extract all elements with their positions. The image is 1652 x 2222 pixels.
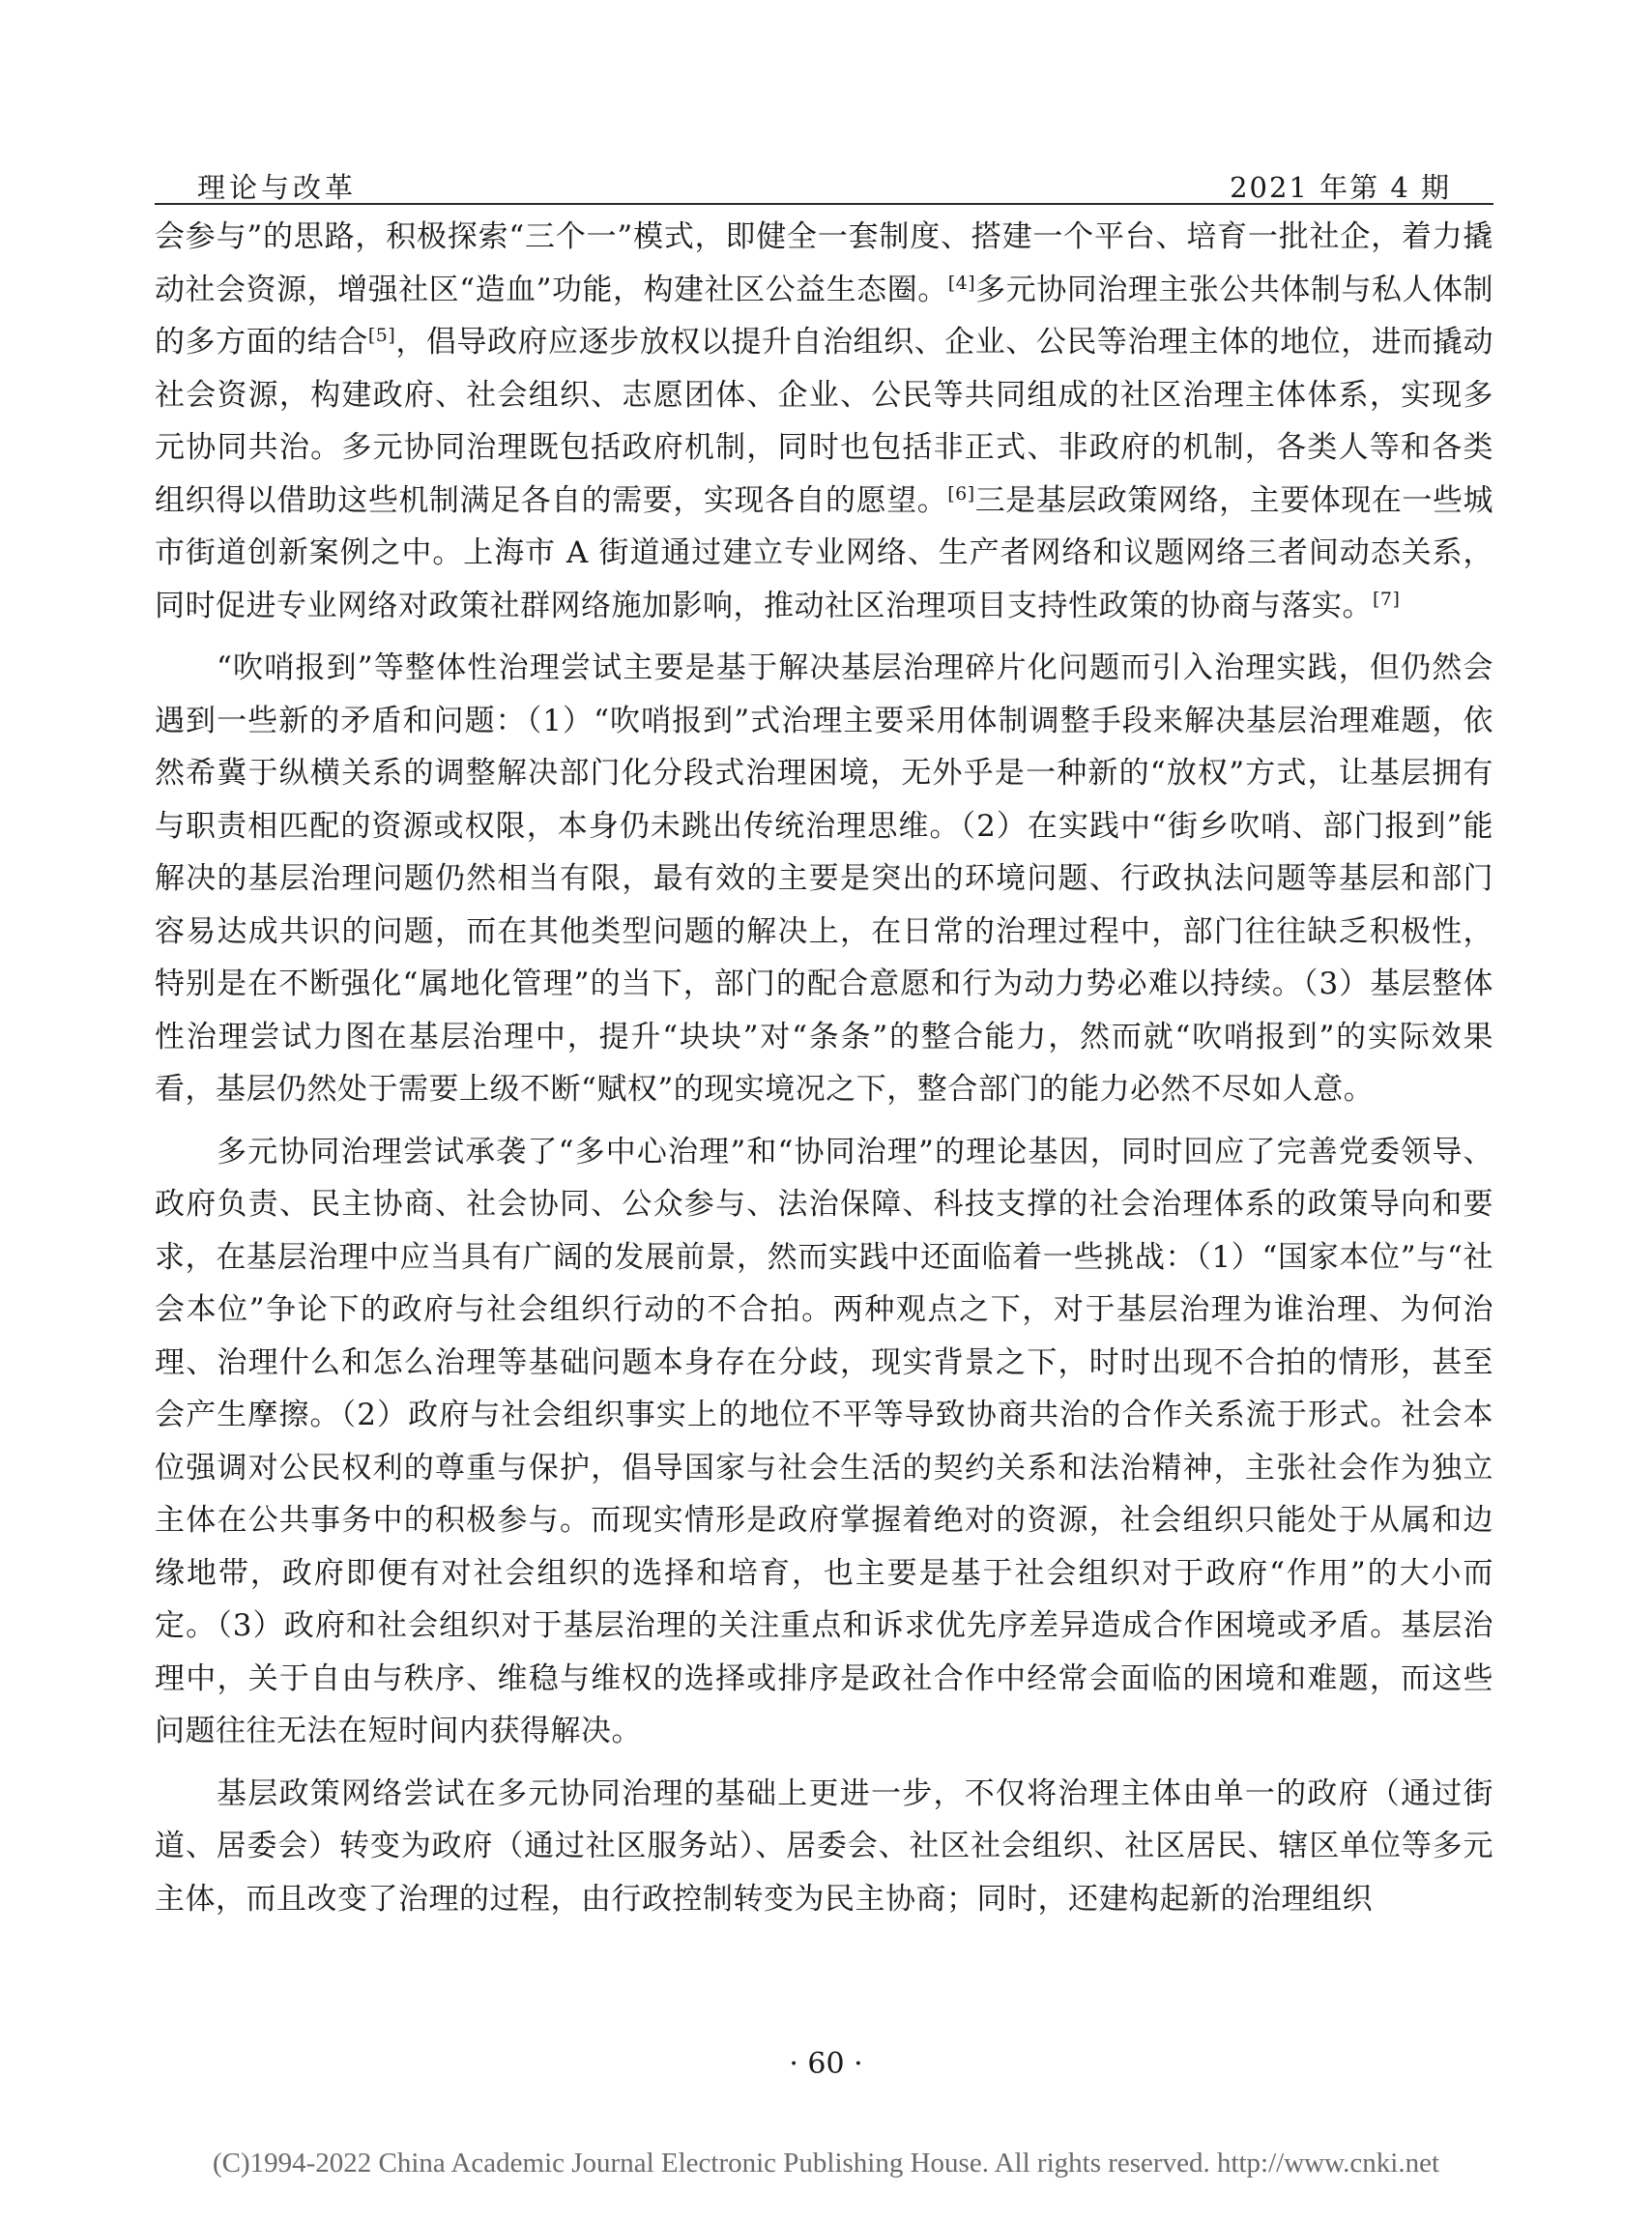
issue-label: 2021 年第 4 期: [1230, 171, 1451, 204]
body-paragraph: [155, 1126, 1493, 1758]
paragraph-text: 多元协同治理主张公共体制与私人体制的多方面的结合: [155, 272, 1493, 360]
citation-ref: [5]: [367, 325, 396, 346]
paragraph-text: 三是基层政策网络，主要体现在一些城市街道创新案例之中。上海市 A 街道通过建立专业网络、生产者网络和议题网络三者间动态关系，同时促进专业网络对政策社群网络施加影响，推动社区治理项目支持性政策的协商与落实。: [155, 482, 1494, 623]
body-paragraph: [155, 642, 1493, 1116]
paragraph-text: ，倡导政府应逐步放权以提升自治组织、企业、公民等治理主体的地位，进而撬动社会资源，构建政府、社会组织、志愿团体、企业、公民等共同组成的社区治理主体体系，实现多元协同共治。多元协同治理既包括政府机制，同时也包括非正式、非政府的机制，各类人等和各类组织得以借助这些机制满足各自的需要，实现各自的愿望。: [155, 325, 1494, 518]
journal-title: 理论与改革: [197, 171, 358, 204]
citation-ref: [7]: [1373, 588, 1401, 610]
citation-ref: [4]: [947, 272, 976, 294]
paragraph-text: 多元协同治理尝试承袭了“多中心治理”和“协同治理”的理论基因，同时回应了完善党委领导、政府负责、民主协商、社会协同、公众参与、法治保障、科技支撑的社会治理体系的政策导向和要求，在基层治理中应当具有广阔的发展前景，然而实践中还面临着一些挑战：（1）“国家本位”与“社会本位”争论下的政府与社会组织行动的不合拍。两种观点之下，对于基层治理为谁治理、为何治理、治理什么和怎么治理等基础问题本身存在分歧，现实背景之下，时时出现不合拍的情形，甚至会产生摩擦。（2）政府与社会组织事实上的地位不平等导致协商共治的合作关系流于形式。社会本位强调对公民权利的尊重与保护，倡导国家与社会生活的契约关系和法治精神，主张社会作为独立主体在公共事务中的积极参与。而现实情形是政府掌握着绝对的资源，社会组织只能处于从属和边缘地带，政府即便有对社会组织的选择和培育，也主要是基于社会组织对于政府“作用”的大小而定。（3）政府和社会组织对于基层治理的关注重点和诉求优先序差异造成合作困境或矛盾。基层治理中，关于自由与秩序、维稳与维权的选择或排序是政社合作中经常会面临的困境和难题，而这些问题往往无法在短时间内获得解决。: [155, 1134, 1493, 1748]
copyright-footer: (C)1994-2022 China Academic Journal Electronic Publishing House. All rights reserved. http://www.cnki.net: [212, 2148, 1440, 2179]
paragraph-text: 基层政策网络尝试在多元协同治理的基础上更进一步，不仅将治理主体由单一的政府（通过街道、居委会）转变为政府（通过社区服务站）、居委会、社区社会组织、社区居民、辖区单位等多元主体，而且改变了治理的过程，由行政控制转变为民主协商；同时，还建构起新的治理组织: [155, 1775, 1493, 1917]
page-number: · 60 ·: [789, 2047, 863, 2081]
citation-ref: [6]: [947, 482, 975, 505]
running-header: [155, 145, 1493, 205]
article-body: [155, 211, 1493, 1935]
body-paragraph: [155, 1768, 1493, 1926]
paragraph-text: 会参与”的思路，积极探索“三个一”模式，即健全一套制度、搭建一个平台、培育一批社企，着力撬动社会资源，增强社区“造血”功能，构建社区公益生态圈。: [155, 219, 1493, 307]
body-paragraph: [155, 211, 1493, 632]
paragraph-text: “吹哨报到”等整体性治理尝试主要是基于解决基层治理碎片化问题而引入治理实践，但仍然会遇到一些新的矛盾和问题：（1）“吹哨报到”式治理主要采用体制调整手段来解决基层治理难题，依然希冀于纵横关系的调整解决部门化分段式治理困境，无外乎是一种新的“放权”方式，让基层拥有与职责相匹配的资源或权限，本身仍未跳出传统治理思维。（2）在实践中“街乡吹哨、部门报到”能解决的基层治理问题仍然相当有限，最有效的主要是突出的环境问题、行政执法问题等基层和部门容易达成共识的问题，而在其他类型问题的解决上，在日常的治理过程中，部门往往缺乏积极性，特别是在不断强化“属地化管理”的当下，部门的配合意愿和行为动力势必难以持续。（3）基层整体性治理尝试力图在基层治理中，提升“块块”对“条条”的整合能力，然而就“吹哨报到”的实际效果看，基层仍然处于需要上级不断“赋权”的现实境况之下，整合部门的能力必然不尽如人意。: [155, 650, 1493, 1107]
